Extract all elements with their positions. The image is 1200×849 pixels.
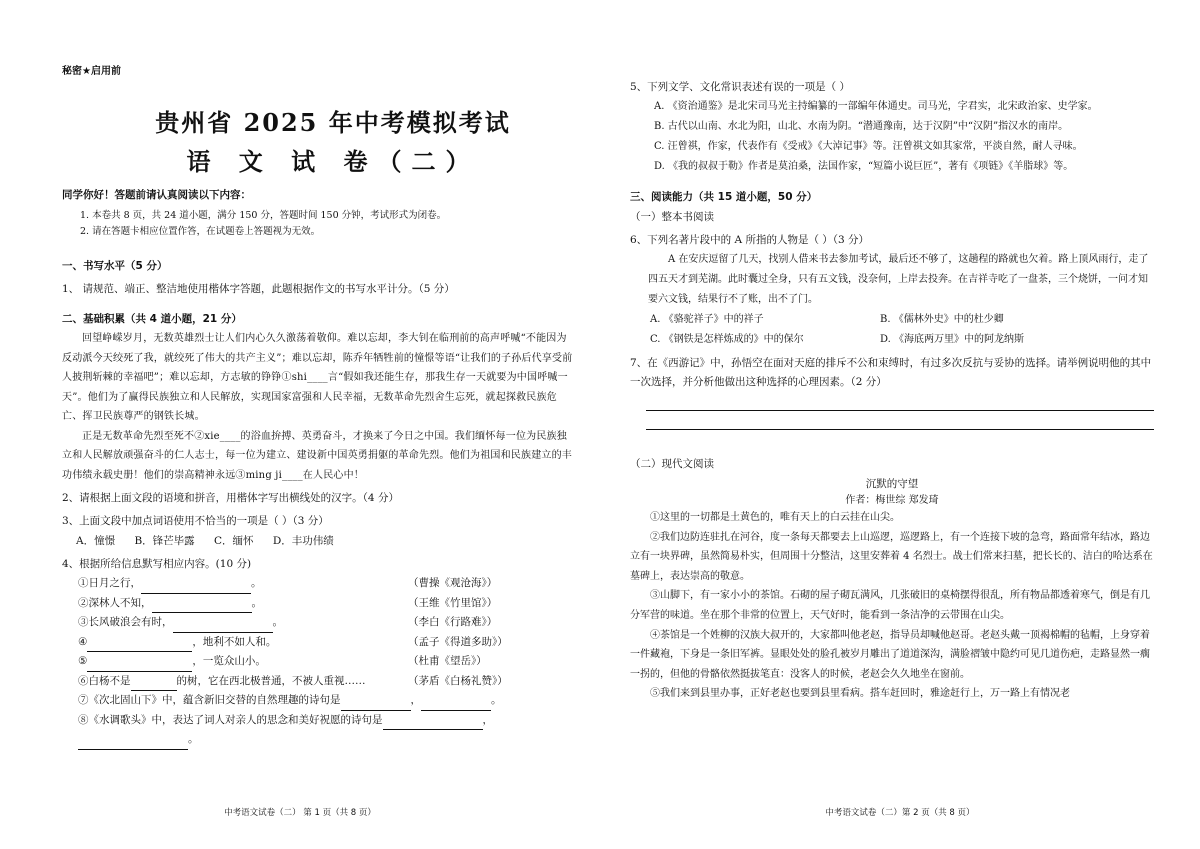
- question-7: 7、在《西游记》中，孙悟空在面对天庭的排斥不公和束缚时，有过多次反抗与妥协的选择。请举例说明他的其中一次选择，并分析他做出这种选择的心理因素。（2 分）: [630, 357, 1152, 388]
- fill-item: ③长风破浪会有时， 。 （李白《行路难》）: [78, 613, 574, 633]
- passage-paragraph-1: 回望峥嵘岁月，无数英雄烈士让人们内心久久激荡着敬仰。难以忘却，李大钊在临刑前的高声呼喊“不能因为反动派今天绞死了我，就绞死了伟大的共产主义”；难以忘却，陈乔年牺牲前的憧憬等语“让我们的子孙后代享受前人披荆斩棘的幸福吧”；难以忘却，方志敏的铮铮①shi____言“假如我还能生存，那我生存一天就要为中国呼喊一天”。他们为了赢得民族独立和人民解放，实现国家富强和人民幸福，无数革命先烈舍生忘死，就起探救民族危亡、挥卫民族尊严的钢铁长城。: [62, 333, 573, 422]
- answer-blank[interactable]: [152, 598, 252, 613]
- answer-blank[interactable]: [341, 696, 411, 711]
- instruction-2: 2. 请在答题卡相应位置作答，在试题卷上答题视为无效。: [80, 226, 321, 237]
- subsection-1-title: （一）整本书阅读: [630, 211, 714, 223]
- q5-option-a: A. 《资治通鉴》是北宋司马光主持编纂的一部编年体通史。司马光，字君实，北宋政治家、史学家。: [654, 101, 1098, 112]
- exam-subtitle: 语 文 试 卷（二）: [186, 147, 480, 176]
- question-3-options: [76, 531, 574, 551]
- question-6: 6、下列名著片段中的 A 所指的人物是（ ）（3 分）: [630, 234, 870, 246]
- q6-option-d: D. 《海底两万里》中的阿龙纳斯: [880, 334, 1025, 345]
- option-c: C．缅怀: [214, 535, 254, 547]
- q6-option-b: B. 《儒林外史》中的杜少卿: [880, 314, 1004, 325]
- fill-item: 。: [78, 730, 574, 750]
- answer-line[interactable]: [646, 411, 1154, 430]
- question-3: 3、上面文段中加点词语使用不恰当的一项是（ ）（3 分）: [62, 515, 329, 527]
- answer-blank[interactable]: [141, 579, 251, 594]
- question-2: 2、请根据上面文段的语境和拼音，用楷体字写出横线处的汉字。（4 分）: [62, 492, 399, 504]
- answer-blank[interactable]: [383, 715, 483, 730]
- fill-item: ④ ，地利不如人和。 （孟子《得道多助》）: [78, 633, 574, 653]
- article-paragraph: ②我们边防连驻扎在河谷，度一条每天都要去上山巡逻，巡逻路上，有一个连接下坡的急弯，路面常年结冰，路边立有一块界碑，虽然简易朴实，但周围十分整洁，这里安葬着 4 名烈士。战士们常来扫墓，把长长的、洁白的哈达系在墓碑上，表达崇高的敬意。: [630, 531, 1153, 582]
- article-paragraph: ③山脚下，有一家小小的茶馆。石砌的屋子砌瓦满风，几张破旧的桌椅摆得很乱，所有物品都透着寒气，倒是有几分军营的味道。坐在那个非常的位置上，天气好时，能看到一条洁净的云带围在山尖。: [630, 590, 1150, 621]
- q5-option-b: B. 古代以山南、水北为阳，山北、水南为阴。“潜通豫南，达于汉阴”中“汉阴”指汉水的南岸。: [654, 121, 1069, 132]
- question-5: 5、下列文学、文化常识表述有误的一项是（ ）: [630, 81, 851, 93]
- answer-blank[interactable]: [87, 657, 192, 672]
- page-2-footer: 中考语文试卷（二）第 2 页（共 8 页）: [825, 808, 975, 818]
- option-d: D．丰功伟绩: [272, 535, 334, 547]
- fill-item: ⑤ ，一览众山小。 （杜甫《望岳》）: [78, 652, 574, 672]
- q6-excerpt: A 在安庆逗留了几天，找别人借来书去参加考试，最后还不够了，这趟程的路就也欠着。路上顶风雨行，走了四五天才到芜湖。此时囊过全身，只有五文钱，没奈何，上岸去投奔。在吉祥寺吃了一盘茶，三个烧饼，一问才知要六文钱，结果行不了账，出不了门。: [648, 254, 1149, 305]
- answer-line[interactable]: [646, 392, 1154, 411]
- option-b: B．锋芒毕露: [134, 535, 195, 547]
- confidential-mark: 秘密★启用前: [62, 66, 121, 77]
- answer-blank[interactable]: [78, 735, 188, 750]
- q5-option-c: C. 汪曾祺，作家，代表作有《受戒》《大淖记事》等。汪曾祺文如其家常，平淡自然，耐人寻味。: [654, 141, 1083, 152]
- answer-blank[interactable]: [87, 637, 192, 652]
- article-paragraph: ⑤我们来到县里办事，正好老赵也要到县里看病。搭车赶回时，雅途赶行上，万一路上有情况老: [650, 688, 1070, 700]
- answer-blank[interactable]: [421, 696, 491, 711]
- question-1: 1、 请规范、端正、整洁地使用楷体字答题，此题根据作文的书写水平计分。（5 分）: [62, 283, 455, 295]
- instructions-heading: 同学你好！答题前请认真阅读以下内容：: [62, 189, 251, 201]
- q6-option-a: A. 《骆驼祥子》中的祥子: [650, 314, 764, 325]
- fill-item: ①日月之行， 。 （曹操《观沧海》）: [78, 574, 574, 594]
- fill-item: ②深林人不知， 。 （王维《竹里馆》）: [78, 594, 574, 614]
- answer-blank[interactable]: [173, 618, 273, 633]
- article-paragraph: ④茶馆是一个姓柳的汉族大叔开的，大家都叫他老赵，指导员却喊他赵哥。老赵头戴一顶褐棉帽的毡帽，上身穿着一件藏袍，下身是一条旧军裤。显眼处处的脸孔被岁月雕出了道道深沟，满脸褶皱中隐约可见几道伤疤，走路显然一瘸一拐的，但他的骨骼依然挺拔笔直：没客人的时候，老赵会久久地坐在窗前。: [630, 629, 1150, 680]
- instruction-1: 1. 本卷共 8 页，共 24 道小题，满分 150 分，答题时间 150 分钟，考试形式为闭卷。: [80, 210, 447, 221]
- subsection-2-title: （二）现代文阅读: [630, 458, 714, 470]
- article-author: 作者：梅世综 郑发琦: [845, 495, 939, 506]
- article-paragraph: ①这里的一切都是土黄色的，唯有天上的白云挂在山尖。: [650, 512, 900, 523]
- passage-paragraph-2: 正是无数革命先烈至死不②xie____的浴血拚搏、英勇奋斗，才换来了今日之中国。我们缅怀每一位为民族独立和人民解放顽强奋斗的仁人志士，每一位为建立、建设新中国英勇捐躯的革命先烈。他们为祖国和民族建立的丰功伟绩永载史册！他们的崇高精神永远③ming ji____在人民心中！: [62, 430, 572, 481]
- answer-blank[interactable]: [131, 676, 177, 691]
- q5-option-d: D. 《我的叔叔于勒》作者是莫泊桑，法国作家，“短篇小说巨匠”，著有《项链》《羊脂球》等。: [654, 161, 1074, 172]
- page-2: [600, 0, 1200, 849]
- article-title: 沉默的守望: [865, 478, 919, 490]
- page-1-footer: 中考语文试卷（二） 第 1 页（共 8 页）: [224, 808, 376, 818]
- section-2-title: 二、基础积累（共 4 道小题，21 分）: [62, 313, 242, 325]
- q6-option-c: C. 《钢铁是怎样炼成的》中的保尔: [650, 334, 804, 345]
- exam-title: 贵州省 2025 年中考模拟考试: [155, 108, 511, 137]
- question-4: 4、根据所给信息默写相应内容。(10 分): [62, 558, 252, 570]
- section-3-title: 三、阅读能力（共 15 道小题，50 分）: [630, 191, 818, 203]
- section-1-title: 一、书写水平（5 分）: [62, 260, 168, 272]
- fill-item: ⑥白杨不是 的树，它在西北极普通，不被人重视…… （茅盾《白杨礼赞》）: [78, 672, 574, 692]
- q6-options: [650, 310, 1154, 350]
- option-a: A．憧憬: [76, 535, 116, 547]
- fill-item: ⑦《次北固山下》中，蕴含新旧交替的自然理趣的诗句是 ， 。: [78, 691, 574, 711]
- fill-item: ⑧《水调歌头》中，表达了词人对亲人的思念和美好祝愿的诗句是 ，: [78, 711, 574, 731]
